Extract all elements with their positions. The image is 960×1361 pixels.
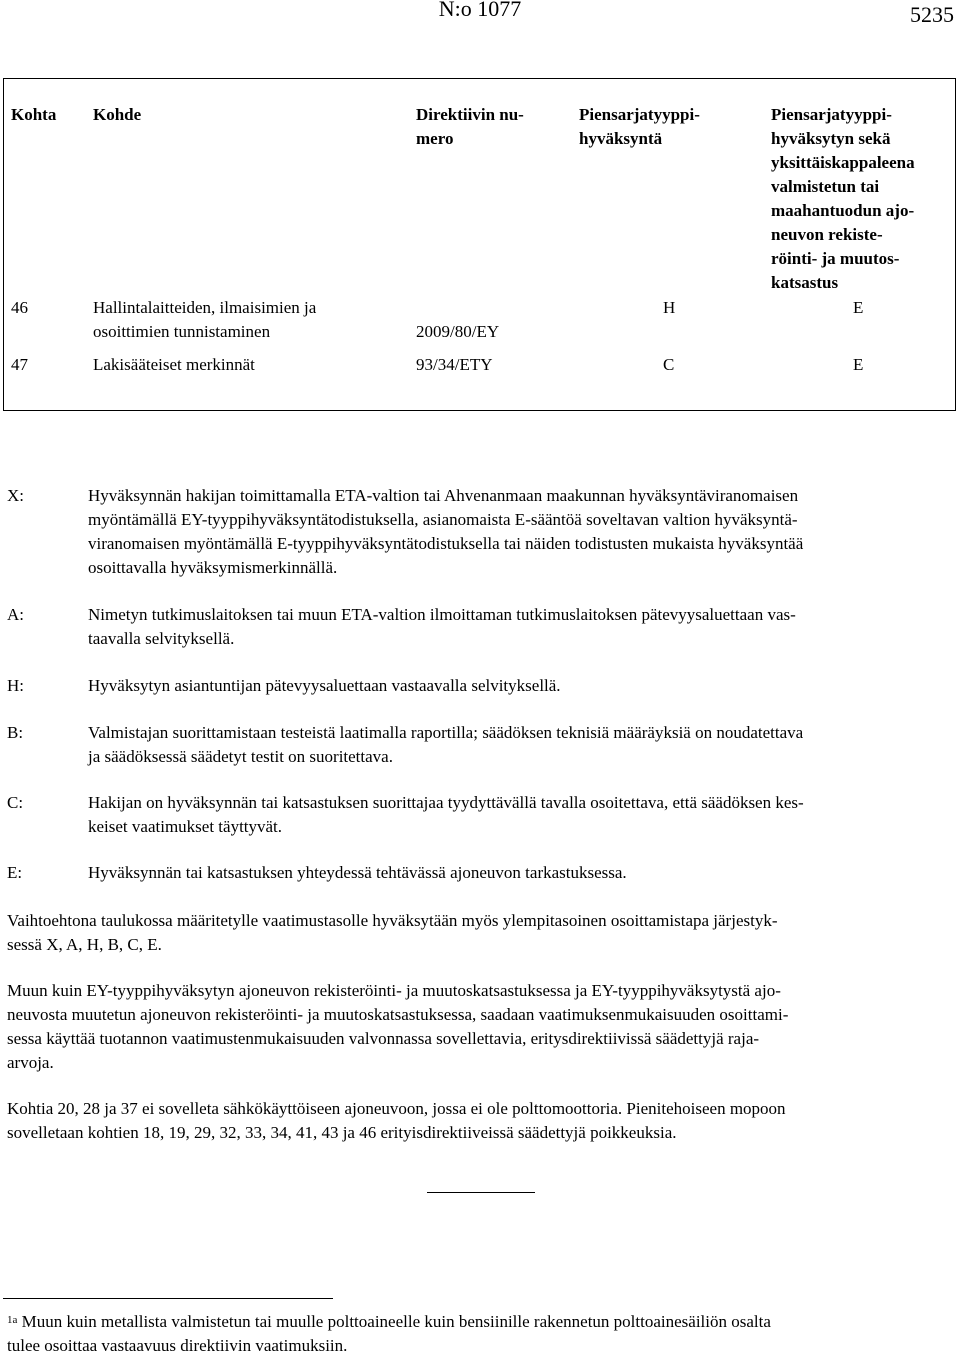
header-kohde: Kohde — [93, 105, 142, 124]
row46-kohde-line: osoittimien tunnistaminen — [93, 322, 271, 341]
paragraph-line: neuvosta muutetun ajoneuvon rekisteröinti- ja muutoskatsastuksessa, saadaan vaatimuksenmukaisuuden osoittami- — [7, 1005, 789, 1024]
footnote — [7, 1310, 947, 1358]
header-rekisterointi-line: yksittäiskappaleena — [771, 153, 915, 172]
legend-line: viranomaisen myöntämällä E-tyyppihyväksyntätodistuksella tai näiden todistusten mukaista hyväksyntää — [88, 534, 804, 553]
footnote-rule — [3, 1298, 333, 1299]
legend-text — [88, 791, 955, 839]
header-rekisterointi-line: maahantuodun ajo- — [771, 201, 915, 220]
document-number: N:o 1077 — [438, 0, 522, 21]
header-direktiivi-line: mero — [416, 129, 454, 148]
paragraph-line: sessä X, A, H, B, C, E. — [7, 935, 162, 954]
legend-line: Nimetyn tutkimuslaitoksen tai muun ETA-valtion ilmoittaman tutkimuslaitoksen pätevyysaluettaan vas- — [88, 605, 796, 624]
legend-text — [88, 721, 955, 769]
legend-line: Hyväksynnän tai katsastuksen yhteydessä tehtävässä ajoneuvon tarkastuksessa. — [88, 863, 627, 882]
header-rekisterointi-line: neuvon rekiste- — [771, 225, 883, 244]
legend-key: E: — [7, 863, 23, 882]
legend-key: X: — [7, 486, 24, 505]
row46-kohta: 46 — [11, 298, 28, 317]
row47-piensarja: C — [663, 355, 675, 374]
footnote-marker: 1a — [7, 1314, 18, 1326]
header-direktiivi — [416, 103, 524, 151]
row47-rekisterointi: E — [853, 355, 864, 374]
row46-piensarja: H — [663, 298, 676, 317]
header-rekisterointi-line: katsastus — [771, 273, 839, 292]
header-rekisterointi-line: Piensarjatyyppi- — [771, 105, 892, 124]
row46-rekisterointi: E — [853, 298, 864, 317]
footnote-line — [7, 1310, 947, 1334]
paragraph-exceptions — [7, 1097, 951, 1145]
paragraph-registration-inspection — [7, 979, 951, 1075]
header-piensarja-line: Piensarjatyyppi- — [579, 105, 700, 124]
page-number: 5235 — [910, 2, 954, 27]
paragraph-line: sessa käyttää tuotannon vaatimustenmukaisuuden valvonnassa sovellettavia, eritysdirektiivissä säädettyjä raja- — [7, 1029, 760, 1048]
footnote-line: tulee osoittaa vastaavuus direktiivin vaatimuksiin. — [7, 1336, 348, 1355]
paragraph-line: Kohtia 20, 28 ja 37 ei sovelleta sähkökäyttöiseen ajoneuvoon, jossa ei ole polttomoottoria. Pienitehoiseen mopoon — [7, 1099, 786, 1118]
legend-line: Hyväksytyn asiantuntijan pätevyysaluettaan vastaavalla selvityksellä. — [88, 676, 561, 695]
section-separator — [427, 1192, 535, 1193]
legend-key: H: — [7, 676, 24, 695]
legend-key: C: — [7, 793, 24, 812]
row47-kohde: Lakisääteiset merkinnät — [93, 355, 255, 374]
row46-kohde — [93, 296, 316, 344]
header-rekisterointi-line: valmistetun tai — [771, 177, 880, 196]
footnote-text: Muun kuin metallista valmistetun tai muulle polttoaineelle kuin bensiinille rakennetun polttoainesäiliön osalta — [21, 1312, 771, 1331]
legend-line: osoittavalla hyväksymismerkinnällä. — [88, 558, 338, 577]
legend-line: taavalla selvityksellä. — [88, 629, 235, 648]
legend-line: ja säädöksessä säädetyt testit on suoritettava. — [88, 747, 393, 766]
paragraph-line: sovelletaan kohtien 18, 19, 29, 32, 33, 34, 41, 43 ja 46 erityisdirektiiveissä säädettyjä poikkeuksia. — [7, 1123, 677, 1142]
legend-key: B: — [7, 723, 24, 742]
requirements-table — [3, 78, 956, 411]
header-kohta: Kohta — [11, 105, 57, 124]
legend-key: A: — [7, 605, 24, 624]
row47-kohta: 47 — [11, 355, 28, 374]
row47-direktiivi: 93/34/ETY — [416, 355, 493, 374]
paragraph-line: Muun kuin EY-tyyppihyväksytyn ajoneuvon rekisteröinti- ja muutoskatsastuksessa ja EY-tyyppihyväksytystä ajo- — [7, 981, 781, 1000]
legend-line: Hyväksynnän hakijan toimittamalla ETA-valtion tai Ahvenanmaan maakunnan hyväksyntäviranomaisen — [88, 486, 799, 505]
paragraph-line: arvoja. — [7, 1053, 54, 1072]
legend-line: keiset vaatimukset täyttyvät. — [88, 817, 283, 836]
legend-text — [88, 674, 955, 698]
legend-line: Hakijan on hyväksynnän tai katsastuksen suorittajaa tyydyttävällä tavalla osoitettava, että säädöksen kes- — [88, 793, 804, 812]
legend-line: myöntämällä EY-tyyppihyväksyntätodistuksella, asianomaista E-sääntöä soveltavan valtion hyväksyntä- — [88, 510, 798, 529]
paragraph-line: Vaihtoehtona taulukossa määritetylle vaatimustasolle hyväksytään myös ylempitasoinen osoittamistapa järjestyk- — [7, 911, 778, 930]
header-piensarja-line: hyväksyntä — [579, 129, 663, 148]
legend-text — [88, 861, 955, 885]
header-direktiivi-line: Direktiivin nu- — [416, 105, 524, 124]
legend-text — [88, 603, 955, 651]
row46-direktiivi: 2009/80/EY — [416, 322, 500, 341]
header-piensarja — [579, 103, 700, 151]
row46-kohde-line: Hallintalaitteiden, ilmaisimien ja — [93, 298, 317, 317]
legend-text — [88, 484, 955, 580]
header-rekisterointi-line: röinti- ja muutos- — [771, 249, 900, 268]
header-rekisterointi-line: hyväksytyn sekä — [771, 129, 891, 148]
paragraph-alternative-level — [7, 909, 951, 957]
legend-line: Valmistajan suorittamistaan testeistä laatimalla raportilla; säädöksen teknisiä määräyksiä on noudatettava — [88, 723, 804, 742]
header-rekisterointi — [771, 103, 915, 295]
